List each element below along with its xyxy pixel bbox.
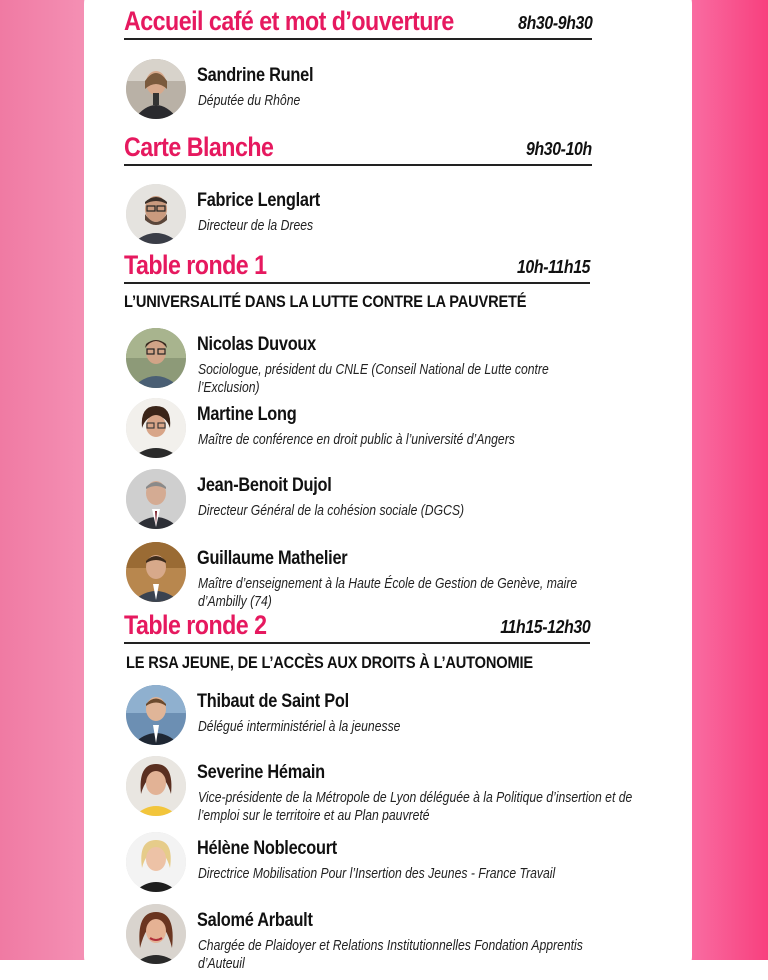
section-time: 9h30-10h bbox=[526, 139, 592, 159]
speaker-card bbox=[126, 685, 686, 745]
speaker-avatar bbox=[126, 904, 186, 964]
speaker-name: Guillaume Mathelier bbox=[197, 548, 348, 569]
section-title: Carte Blanche bbox=[124, 132, 274, 162]
speaker-avatar bbox=[126, 469, 186, 529]
section-subtitle: LE RSA JEUNE, DE L’ACCÈS AUX DROITS À L’AUTONOMIE bbox=[126, 653, 533, 672]
section-divider bbox=[124, 642, 590, 644]
speaker-avatar bbox=[126, 328, 186, 388]
speaker-card bbox=[126, 756, 686, 824]
speaker-avatar bbox=[126, 184, 186, 244]
section-header-welcome bbox=[124, 0, 592, 40]
speaker-card bbox=[126, 184, 686, 244]
section-time: 10h-11h15 bbox=[516, 257, 590, 277]
speaker-role: Chargée de Plaidoyer et Relations Institutionnelles Fondation Apprentis d’Auteuil bbox=[198, 938, 583, 972]
speaker-role: Vice-présidente de la Métropole de Lyon déléguée à la Politique d’insertion et de l’emploi sur le territoire et au Plan pauvreté bbox=[198, 790, 633, 824]
speaker-card bbox=[126, 904, 706, 972]
section-time: 11h15-12h30 bbox=[499, 617, 590, 637]
speaker-role: Directrice Mobilisation Pour l’Insertion des Jeunes - France Travail bbox=[198, 866, 556, 882]
section-title: Table ronde 2 bbox=[124, 610, 267, 640]
speaker-avatar bbox=[126, 756, 186, 816]
speaker-name: Severine Hémain bbox=[197, 762, 325, 783]
speaker-name: Nicolas Duvoux bbox=[197, 334, 316, 355]
speaker-name: Fabrice Lenglart bbox=[197, 190, 321, 211]
speaker-role: Directeur Général de la cohésion sociale (DGCS) bbox=[198, 503, 465, 519]
section-header-carte-blanche bbox=[124, 126, 592, 166]
section-divider bbox=[124, 282, 590, 284]
speaker-card bbox=[126, 328, 686, 396]
speaker-role: Délégué interministériel à la jeunesse bbox=[198, 719, 401, 735]
speaker-role: Maître de conférence en droit public à l’université d’Angers bbox=[198, 432, 515, 448]
speaker-avatar bbox=[126, 398, 186, 458]
section-time: 8h30-9h30 bbox=[517, 13, 592, 33]
speaker-name: Martine Long bbox=[197, 404, 297, 425]
speaker-name: Salomé Arbault bbox=[197, 910, 313, 931]
speaker-name: Sandrine Runel bbox=[197, 65, 314, 86]
speaker-card bbox=[126, 398, 686, 458]
speaker-card bbox=[126, 59, 686, 119]
section-divider bbox=[124, 38, 592, 40]
speaker-avatar bbox=[126, 832, 186, 892]
speaker-role: Directeur de la Drees bbox=[198, 218, 314, 234]
section-header-table-ronde-1 bbox=[124, 244, 590, 284]
section-title: Accueil café et mot d’ouverture bbox=[124, 6, 454, 36]
speaker-avatar bbox=[126, 59, 186, 119]
speaker-name: Thibaut de Saint Pol bbox=[197, 691, 349, 712]
speaker-role: Sociologue, président du CNLE (Conseil National de Lutte contre l’Exclusion) bbox=[198, 362, 549, 396]
section-divider bbox=[124, 164, 592, 166]
section-header-table-ronde-2 bbox=[124, 604, 590, 644]
speaker-avatar bbox=[126, 542, 186, 602]
section-subtitle: L’UNIVERSALITÉ DANS LA LUTTE CONTRE LA PAUVRETÉ bbox=[124, 292, 527, 311]
speaker-card bbox=[126, 469, 686, 529]
speaker-name: Jean-Benoit Dujol bbox=[197, 475, 332, 496]
speaker-role: Députée du Rhône bbox=[198, 93, 301, 109]
speaker-role: Maître d’enseignement à la Haute École de Gestion de Genève, maire d’Ambilly (74) bbox=[198, 576, 578, 610]
speaker-card bbox=[126, 832, 686, 892]
section-title: Table ronde 1 bbox=[124, 250, 267, 280]
speaker-avatar bbox=[126, 685, 186, 745]
speaker-name: Hélène Noblecourt bbox=[197, 838, 337, 859]
speaker-card bbox=[126, 542, 696, 610]
